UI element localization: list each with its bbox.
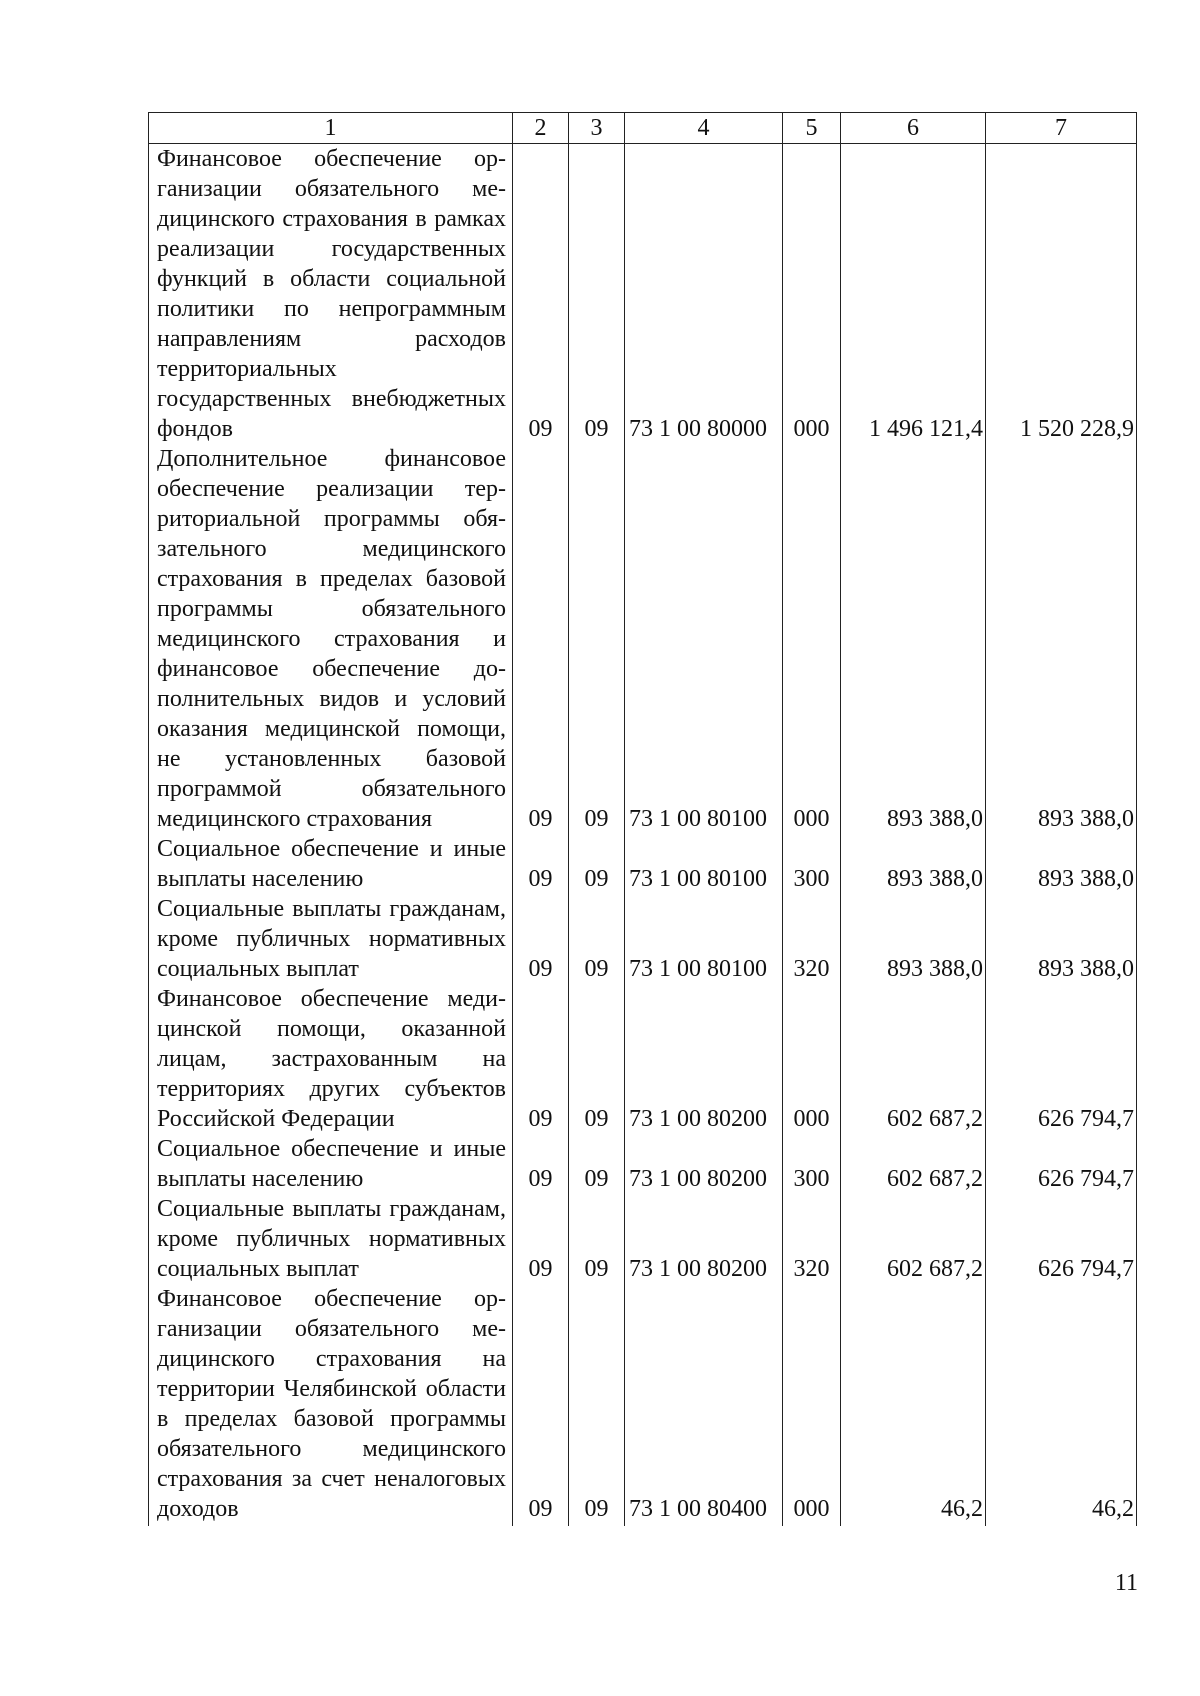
amount-year1-cell: 893 388,0 — [841, 834, 986, 894]
amount-year2-cell: 893 388,0 — [986, 834, 1137, 894]
amount-year2-cell: 626 794,7 — [986, 984, 1137, 1134]
column-header: 4 — [625, 113, 783, 144]
amount-year1-cell: 46,2 — [841, 1284, 986, 1526]
target-article-cell: 73 1 00 80200 — [625, 1194, 783, 1284]
row-name-cell: Социальное обеспечение и иные выплаты населению — [149, 834, 513, 894]
target-article-cell: 73 1 00 80100 — [625, 444, 783, 834]
section-code-cell: 09 — [513, 894, 569, 984]
amount-year2-cell: 893 388,0 — [986, 894, 1137, 984]
subsection-code-cell: 09 — [569, 144, 625, 445]
row-name-cell: Финансовое обеспечение медицинской помощи, оказанной лицам, застрахованным на территориях других субъектов Российской Федерации — [149, 984, 513, 1134]
row-name-cell: Социальные выплаты гражданам, кроме публичных нормативных социальных выплат — [149, 894, 513, 984]
column-header: 6 — [841, 113, 986, 144]
amount-year1-cell: 1 496 121,4 — [841, 144, 986, 445]
table-row — [149, 834, 1137, 894]
expense-type-cell: 320 — [783, 1194, 841, 1284]
amount-year1-cell: 893 388,0 — [841, 894, 986, 984]
column-header: 2 — [513, 113, 569, 144]
column-header: 1 — [149, 113, 513, 144]
subsection-code-cell: 09 — [569, 1284, 625, 1526]
expense-type-cell: 300 — [783, 1134, 841, 1194]
row-name-cell: Социальное обеспечение и иные выплаты населению — [149, 1134, 513, 1194]
table-row — [149, 1194, 1137, 1284]
row-name-cell: Дополнительное финансовое обеспечение реализации территориальной программы обязательного медицинского страхования в пределах базовой программы обязательного медицинского страхования и финансовое обеспечение дополнительных видов и условий оказания медицинской помощи, не установленных базовой программой обязательного медицинского страхования — [149, 444, 513, 834]
amount-year1-cell: 602 687,2 — [841, 984, 986, 1134]
target-article-cell: 73 1 00 80100 — [625, 894, 783, 984]
table-row — [149, 144, 1137, 445]
expense-type-cell: 320 — [783, 894, 841, 984]
target-article-cell: 73 1 00 80000 — [625, 144, 783, 445]
amount-year1-cell: 602 687,2 — [841, 1134, 986, 1194]
section-code-cell: 09 — [513, 1284, 569, 1526]
header-row — [149, 113, 1137, 144]
section-code-cell: 09 — [513, 834, 569, 894]
table-row — [149, 1284, 1137, 1526]
column-header: 7 — [986, 113, 1137, 144]
amount-year2-cell: 46,2 — [986, 1284, 1137, 1526]
expense-type-cell: 000 — [783, 444, 841, 834]
amount-year2-cell: 626 794,7 — [986, 1134, 1137, 1194]
subsection-code-cell: 09 — [569, 984, 625, 1134]
table-row — [149, 1134, 1137, 1194]
amount-year2-cell: 1 520 228,9 — [986, 144, 1137, 445]
table-row — [149, 984, 1137, 1134]
column-header: 3 — [569, 113, 625, 144]
expense-type-cell: 000 — [783, 144, 841, 445]
amount-year2-cell: 893 388,0 — [986, 444, 1137, 834]
column-header: 5 — [783, 113, 841, 144]
row-name-cell: Финансовое обеспечение организации обязательного медицинского страхования на территории Челябинской области в пределах базовой программы обязательного медицинского страхования за счет неналоговых доходов — [149, 1284, 513, 1526]
target-article-cell: 73 1 00 80100 — [625, 834, 783, 894]
table-row — [149, 894, 1137, 984]
row-name-cell: Финансовое обеспечение организации обязательного медицинского страхования в рамках реализации государственных функций в области социальной политики по непрограммным направлениям расходов территориальных государственных внебюджетных фондов — [149, 144, 513, 445]
target-article-cell: 73 1 00 80200 — [625, 1134, 783, 1194]
amount-year1-cell: 893 388,0 — [841, 444, 986, 834]
subsection-code-cell: 09 — [569, 1194, 625, 1284]
subsection-code-cell: 09 — [569, 894, 625, 984]
row-name-cell: Социальные выплаты гражданам, кроме публичных нормативных социальных выплат — [149, 1194, 513, 1284]
subsection-code-cell: 09 — [569, 834, 625, 894]
subsection-code-cell: 09 — [569, 444, 625, 834]
target-article-cell: 73 1 00 80400 — [625, 1284, 783, 1526]
table-row — [149, 444, 1137, 834]
section-code-cell: 09 — [513, 1194, 569, 1284]
section-code-cell: 09 — [513, 444, 569, 834]
budget-table — [148, 112, 1137, 1526]
expense-type-cell: 000 — [783, 984, 841, 1134]
amount-year2-cell: 626 794,7 — [986, 1194, 1137, 1284]
page-number: 11 — [1114, 1570, 1138, 1596]
amount-year1-cell: 602 687,2 — [841, 1194, 986, 1284]
expense-type-cell: 300 — [783, 834, 841, 894]
expense-type-cell: 000 — [783, 1284, 841, 1526]
section-code-cell: 09 — [513, 984, 569, 1134]
section-code-cell: 09 — [513, 1134, 569, 1194]
subsection-code-cell: 09 — [569, 1134, 625, 1194]
target-article-cell: 73 1 00 80200 — [625, 984, 783, 1134]
section-code-cell: 09 — [513, 144, 569, 445]
